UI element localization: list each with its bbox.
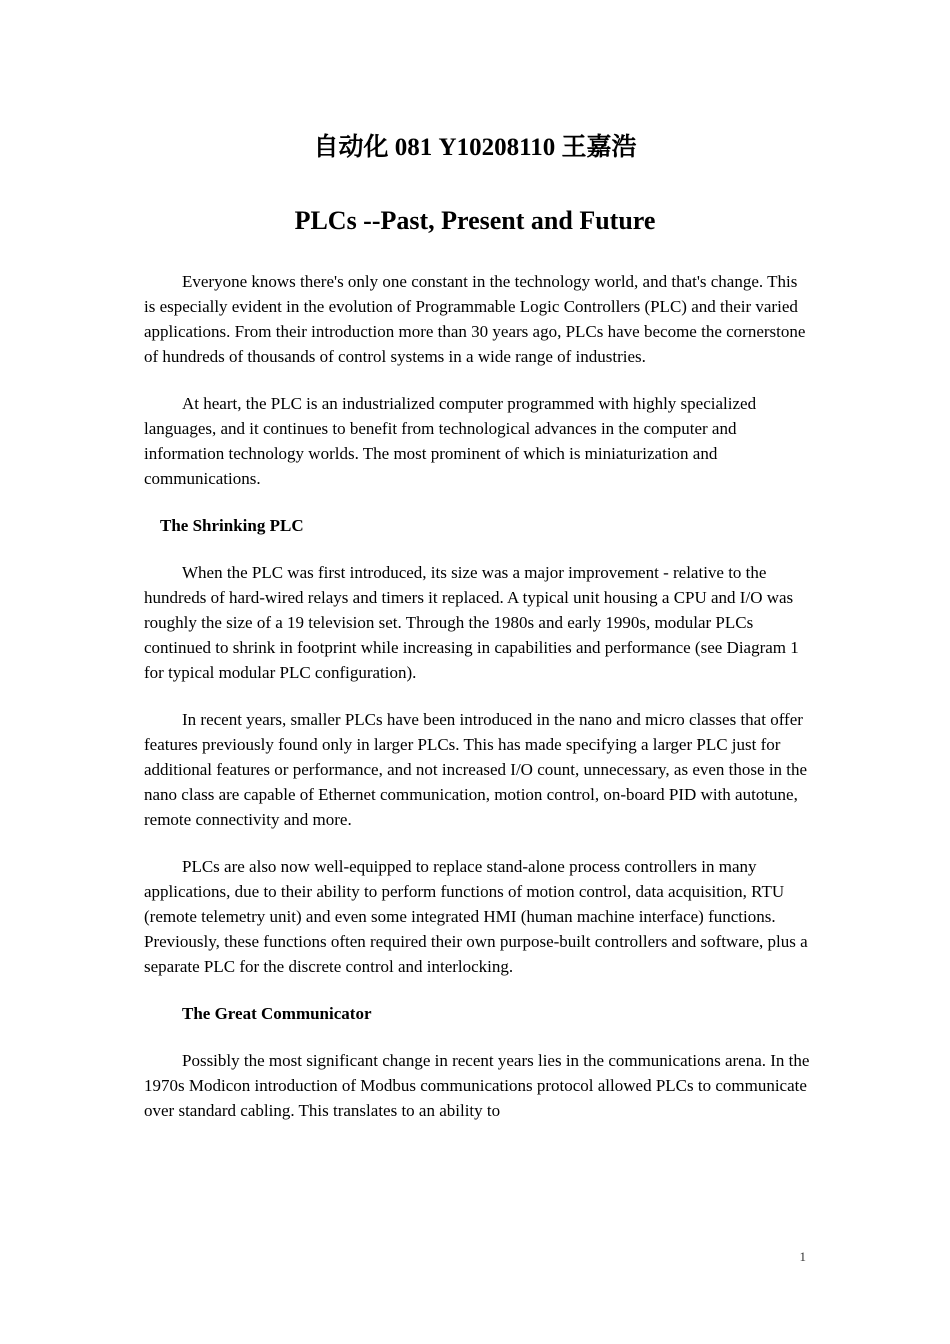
section-heading-great-communicator: The Great Communicator [182, 1004, 372, 1023]
section-heading-shrinking-plc: The Shrinking PLC [160, 516, 304, 535]
author-line: 自动化 081 Y10208110 王嘉浩 [313, 134, 637, 161]
page-number: 1 [799, 1249, 806, 1264]
document-title: PLCs --Past, Present and Future [294, 206, 656, 235]
paragraph: At heart, the PLC is an industrialized computer programmed with highly specialized languages, and it continues to benefit from technological advances in the computer and information technology worlds. The most prominent of which is miniaturization and communications. [144, 394, 757, 488]
paragraph: Everyone knows there's only one constant in the technology world, and that's change. This is especially evident in the evolution of Programmable Logic Controllers (PLC) and their varied applications. From their introduction more than 30 years ago, PLCs have become the cornerstone of hundreds of thousands of control systems in a wide range of industries. [144, 272, 806, 366]
paragraph: When the PLC was first introduced, its size was a major improvement - relative to the hundreds of hard-wired relays and timers it replaced. A typical unit housing a CPU and I/O was roughly the size of a 19 television set. Through the 1980s and early 1990s, modular PLCs continued to shrink in footprint while increasing in capabilities and performance (see Diagram 1 for typical modular PLC configuration). [144, 563, 799, 682]
paragraph: In recent years, smaller PLCs have been introduced in the nano and micro classes that offer features previously found only in larger PLCs. This has made specifying a larger PLC just for additional features or performance, and not increased I/O count, unnecessary, as even those in the nano class are capable of Ethernet communication, motion control, on-board PID with autotune, remote connectivity and more. [144, 710, 808, 829]
document-body [144, 269, 812, 1145]
paragraph: Possibly the most significant change in recent years lies in the communications arena. In the 1970s Modicon introduction of Modbus communications protocol allowed PLCs to communicate over standard cabling. This translates to an ability to [144, 1051, 810, 1120]
paragraph: PLCs are also now well-equipped to replace stand-alone process controllers in many applications, due to their ability to perform functions of motion control, data acquisition, RTU (remote telemetry unit) and even some integrated HMI (human machine interface) functions. Previously, these functions often required their own purpose-built controllers and software, plus a separate PLC for the discrete control and interlocking. [144, 857, 808, 976]
